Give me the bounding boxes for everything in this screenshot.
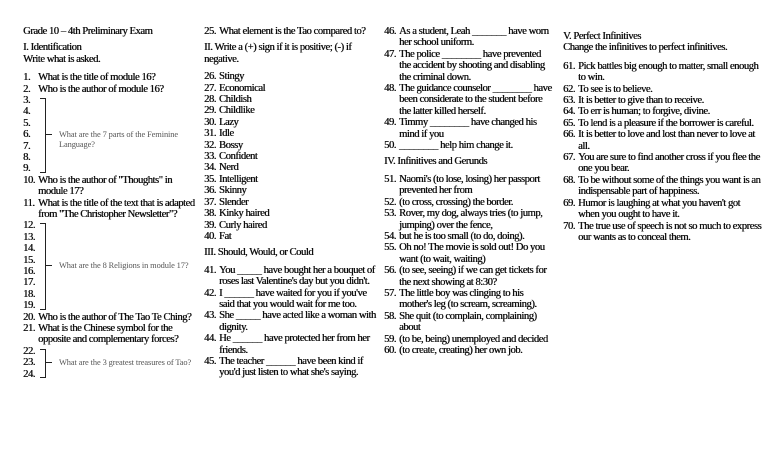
question-item [204,231,376,242]
bracket-line [40,223,46,309]
question-text: It is better to give than to receive. [578,95,704,107]
question-item [563,152,763,175]
group-prompt: What are the 8 Religions in module 17? [59,260,189,270]
question-number: 3. [23,95,31,107]
question-item [384,197,552,208]
question-number: 53. [384,208,396,220]
question-item [384,117,552,140]
question-text: He ______ have protected her from her friends. [219,333,370,356]
question-text: The guidance counselor ________ have been considerate to the student before the latter killed herself. [399,83,552,117]
question-group [23,95,201,175]
question-number: 4. [23,106,31,118]
question-number: 2. [23,83,31,95]
question-number: 57. [384,287,396,299]
question-number: 28. [204,94,216,106]
bracket-tick [46,134,52,135]
bracket-line [40,98,46,173]
question-text: What is the Chinese symbol for the opposite and complementary forces? [38,322,179,346]
question-number: 23. [23,357,35,369]
question-text: Skinny [218,185,247,197]
question-item [204,128,376,139]
question-text: The teacher ______ have been kind if you'd just listen to what she's saying. [219,355,363,379]
question-item [204,220,376,231]
question-item [384,174,552,197]
bracket-tick [46,265,52,266]
question-text: The little boy was clinging to his mother's leg (to scream, screaming). [399,287,537,311]
question-number: 27. [204,82,216,94]
question-item [384,26,552,49]
question-item [563,95,763,106]
question-item [204,94,376,105]
question-number: 21. [23,322,35,334]
question-text: (to be, being) unemployed and decided [399,333,548,345]
group-prompt: What are the 7 parts of the Feminine Language? [59,129,178,149]
question-text: Who is the author of The Tao Te Ching? [38,311,192,323]
question-number: 40. [204,230,216,242]
section-heading: II. Write a (+) sign if it is positive; (-) if negative. [204,42,352,65]
question-number: 26. [204,71,216,83]
question-item [23,198,201,221]
question-text: It is better to love and lost than never to love at all. [578,129,755,152]
question-number: 49. [384,117,396,129]
question-item [204,83,376,94]
question-number: 24. [23,368,35,380]
question-item [563,175,763,198]
section-heading: III. Should, Would, or Could [204,247,314,259]
question-text: Nerd [218,162,239,174]
question-text: Pick battles big enough to matter, small enough to win. [578,60,759,84]
bracket-line [40,349,46,378]
question-number: 63. [563,95,575,107]
question-item [204,174,376,185]
question-text: Childish [218,94,252,106]
question-number: 10. [23,174,35,186]
question-text: Bossy [218,139,243,151]
question-text: Naomi's (to lose, losing) her passport prevented her from [399,173,540,197]
question-text: What element is the Tao compared to? [219,26,366,37]
question-text: Lazy [218,116,239,128]
question-number: 65. [563,117,575,129]
question-number: 66. [563,129,575,141]
exam-title: Grade 10 – 4th Preliminary Exam [23,26,153,37]
question-number: 60. [384,344,396,356]
question-number: 18. [23,288,35,300]
section-heading: IV. Infinitives and Gerunds [384,156,487,168]
question-text: Who is the author of module 16? [38,83,164,95]
section-instructions: Write what is asked. [23,53,101,65]
column-1 [23,26,201,380]
question-number: 62. [563,83,575,95]
question-number: 9. [23,163,31,175]
question-text: Slender [218,196,249,208]
column-3 [384,26,552,356]
question-number: 58. [384,310,396,322]
question-number: 68. [563,174,575,186]
question-text: Kinky haired [218,208,270,220]
question-item [23,72,201,83]
question-number: 22. [23,345,35,357]
question-number: 8. [23,151,31,163]
question-number: 42. [204,287,216,299]
question-number: 55. [384,242,396,254]
question-item [384,83,552,117]
question-number: 15. [23,254,35,266]
question-text: Timmy ________ have changed his mind if you [399,117,537,140]
question-item [23,323,201,346]
question-group [23,346,201,380]
question-item [384,140,552,151]
question-number: 25. [204,26,216,37]
question-text: Oh no! The movie is sold out! Do you want (to wait, waiting) [399,242,545,265]
question-text: To lend is a pleasure if the borrower is careful. [578,117,754,129]
question-item [204,197,376,208]
question-text: The police ________ have prevented the accident by shooting and disabling the criminal down. [399,48,545,83]
question-text: You _____ have bought her a bouquet of roses last Valentine's day but you didn't. [219,264,375,288]
question-item [204,185,376,196]
question-item [204,310,376,333]
question-number: 35. [204,173,216,185]
question-item [204,140,376,151]
question-item [384,345,552,356]
section-heading: V. Perfect Infinitives [563,31,641,42]
question-number: 61. [563,60,575,72]
question-item [23,84,201,95]
question-number: 6. [23,129,31,141]
question-item [563,198,763,221]
question-item [384,49,552,83]
question-item [563,106,763,117]
question-text: Idle [218,128,234,140]
question-number: 7. [23,140,31,152]
question-item [204,356,376,379]
question-text: Stingy [218,71,244,83]
question-number: 1. [23,72,31,84]
question-item [563,84,763,95]
question-number: 33. [204,151,216,163]
question-item [23,312,201,323]
question-number: 14. [23,243,35,255]
question-number: 46. [384,26,396,37]
question-number: 12. [23,220,35,232]
column-4 [563,26,763,243]
question-item [204,208,376,219]
question-item [204,265,376,288]
question-number: 52. [384,196,396,208]
question-text: To see is to believe. [578,83,653,95]
question-text: Childlike [218,105,255,117]
question-item [23,175,201,198]
question-text: The true use of speech is not so much to express our wants as to conceal them. [578,220,762,243]
question-text: Curly haired [218,219,267,231]
question-number: 48. [384,83,396,95]
question-text: To be without some of the things you want is an indispensable part of happiness. [578,174,761,198]
question-text: Intelligent [218,173,258,185]
question-number: 13. [23,231,35,243]
question-number: 43. [204,310,216,322]
question-text: but he is too small (to do, doing). [399,230,525,242]
question-number: 56. [384,265,396,277]
question-number: 59. [384,333,396,345]
question-text: Rover, my dog, always tries (to jump, jumping) over the fence, [399,208,543,231]
question-item [384,311,552,334]
question-text: ________ help him change it. [399,140,513,152]
question-item [563,221,763,244]
question-number: 34. [204,162,216,174]
question-number: 54. [384,230,396,242]
question-number: 16. [23,265,35,277]
question-text: What is the title of module 16? [38,72,156,84]
question-number: 38. [204,208,216,220]
question-item [204,71,376,82]
question-number: 51. [384,173,396,185]
question-number: 17. [23,277,35,289]
question-number: 44. [204,333,216,345]
bracket-tick [46,362,52,363]
question-item [384,231,552,242]
question-item [384,288,552,311]
question-item [204,333,376,356]
question-text: What is the title of the text that is adapted from "The Christopher Newsletter"? [38,197,195,220]
question-number: 31. [204,128,216,140]
question-item [204,26,376,37]
question-item [563,118,763,129]
question-number: 41. [204,264,216,276]
question-item [204,117,376,128]
question-item [563,61,763,84]
question-number: 47. [384,48,396,60]
question-item [384,242,552,265]
question-text: You are sure to find another cross if you flee the one you bear. [578,152,760,175]
question-number: 45. [204,355,216,367]
question-number: 69. [563,197,575,209]
question-text: As a student, Leah _______ have worn her school uniform. [399,26,549,49]
question-number: 19. [23,300,35,312]
column-2 [204,26,376,379]
question-text: She _____ have acted like a woman with dignity. [219,310,376,333]
question-text: Who is the author of "Thoughts" in module 17? [38,174,172,198]
question-text: I ______ have waited for you if you've said that you would wait for me too. [219,287,367,310]
question-number: 30. [204,116,216,128]
question-item [384,334,552,345]
question-item [204,288,376,311]
question-group [23,220,201,311]
question-number: 29. [204,105,216,117]
question-number: 50. [384,140,396,152]
question-text: Humor is laughing at what you haven't got when you ought to have it. [578,197,741,221]
question-number: 39. [204,219,216,231]
question-number: 36. [204,185,216,197]
group-prompt: What are the 3 greatest treasures of Tao? [59,357,192,367]
question-item [384,265,552,288]
question-text: Economical [218,82,266,94]
section-heading: I. Identification [23,42,82,54]
question-item [204,151,376,162]
question-text: (to see, seeing) if we can get tickets for the next showing at 8:30? [399,265,547,288]
question-number: 11. [23,197,35,209]
question-text: (to cross, crossing) the border. [399,196,513,208]
question-text: Confident [218,151,258,163]
question-item [204,105,376,116]
question-number: 67. [563,152,575,164]
section-instructions: Change the infinitives to perfect infinitives. [563,42,728,54]
question-item [204,162,376,173]
question-number: 5. [23,117,31,129]
question-item [384,208,552,231]
question-number: 64. [563,106,575,118]
question-text: She quit (to complain, complaining) about [399,310,537,334]
question-number: 37. [204,196,216,208]
question-text: (to create, creating) her own job. [399,344,523,356]
question-number: 32. [204,139,216,151]
question-number: 20. [23,311,35,323]
question-item [563,129,763,152]
question-text: Fat [218,230,232,242]
question-text: To err is human; to forgive, divine. [578,106,710,118]
question-number: 70. [563,220,575,232]
